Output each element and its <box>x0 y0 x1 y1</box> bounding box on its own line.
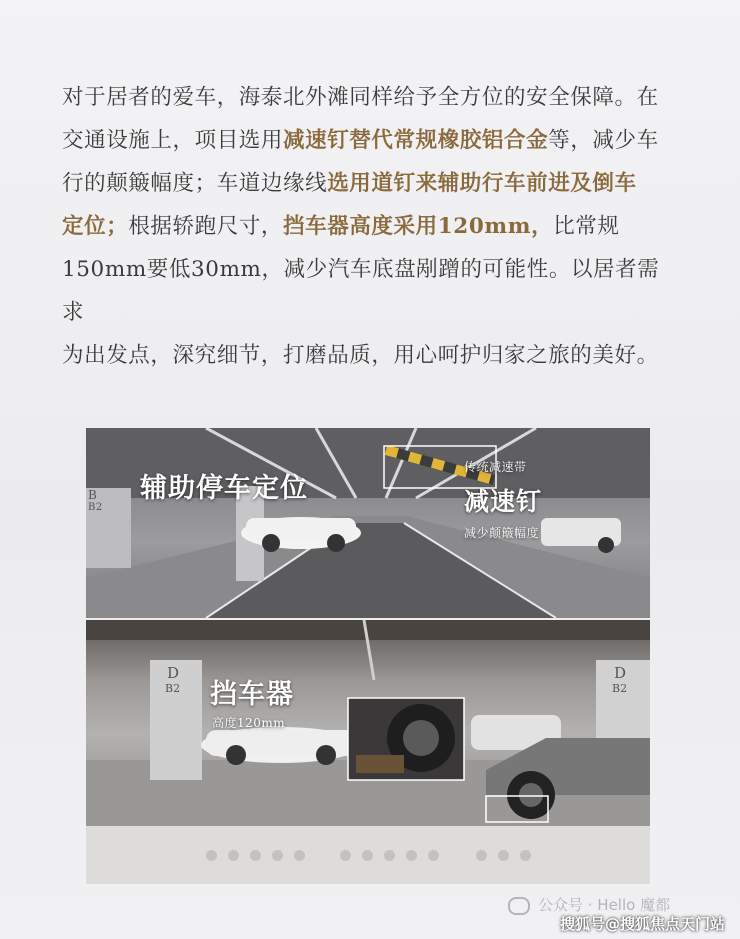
parking-lane-illustration <box>86 428 650 618</box>
wechat-icon <box>508 897 530 915</box>
article-line-4: 定位；根据轿跑尺寸，挡车器高度采用120mm，比常规 <box>62 214 620 239</box>
highlight-spike: 减速钉替代常规橡胶铝合金 <box>283 128 549 153</box>
highlight-road-stud: 选用道钉来辅助行车前进及倒车 <box>327 171 637 196</box>
label-traditional-bump: 传统减速带 <box>464 460 527 474</box>
decor-dot <box>498 850 509 861</box>
article-line-6: 为出发点，深究细节，打磨品质，用心呵护归家之旅的美好。 <box>62 343 659 368</box>
wheel-stopper-illustration <box>86 620 650 826</box>
pillar-level-left: B2 <box>165 682 181 695</box>
pillar-level: B2 <box>88 502 103 513</box>
wheel-stopper-photo <box>86 620 650 826</box>
decor-dot <box>476 850 487 861</box>
highlight-positioning: 定位； <box>62 214 129 239</box>
source-credit: 搜狐号@搜狐焦点天门站 <box>560 915 726 933</box>
decor-dot <box>294 850 305 861</box>
pillar-letter: B <box>88 488 98 502</box>
pillar-letter-right: D <box>614 664 627 682</box>
decor-dot <box>206 850 217 861</box>
article-line-5: 150mm要低30mm，减少汽车底盘剐蹭的可能性。以居者需求 <box>62 257 660 325</box>
watermark-text: 公众号 · Hello 魔都 <box>538 896 671 914</box>
article-line-1: 对于居者的爱车，海泰北外滩同样给予全方位的安全保障。在 <box>62 85 659 110</box>
decor-dot <box>428 850 439 861</box>
decor-dot <box>340 850 351 861</box>
label-assist-parking: 辅助停车定位 <box>140 473 308 504</box>
decor-dot <box>362 850 373 861</box>
label-speed-spike: 减速钉 <box>464 487 543 516</box>
label-reduce-bump: 减少颠簸幅度 <box>464 526 540 540</box>
decor-dot <box>384 850 395 861</box>
highlight-stopper-height: 挡车器高度采用120mm， <box>283 214 554 239</box>
wechat-watermark <box>508 894 670 915</box>
article-line-3: 行的颠簸幅度；车道边缘线选用道钉来辅助行车前进及倒车 <box>62 171 637 196</box>
decorative-dot-strip <box>86 826 650 884</box>
decor-dot <box>520 850 531 861</box>
article-line-2: 交通设施上，项目选用减速钉替代常规橡胶铝合金等，减少车 <box>62 128 659 153</box>
decor-dot <box>406 850 417 861</box>
pillar-letter-left: D <box>167 664 180 682</box>
article-text <box>62 76 678 377</box>
label-stopper-height: 高度120mm <box>212 716 286 730</box>
pillar-level-right: B2 <box>612 682 628 695</box>
decor-dot <box>272 850 283 861</box>
decor-dot <box>228 850 239 861</box>
decor-dot <box>250 850 261 861</box>
label-wheel-stopper: 挡车器 <box>210 679 294 710</box>
parking-lane-photo <box>86 428 650 618</box>
